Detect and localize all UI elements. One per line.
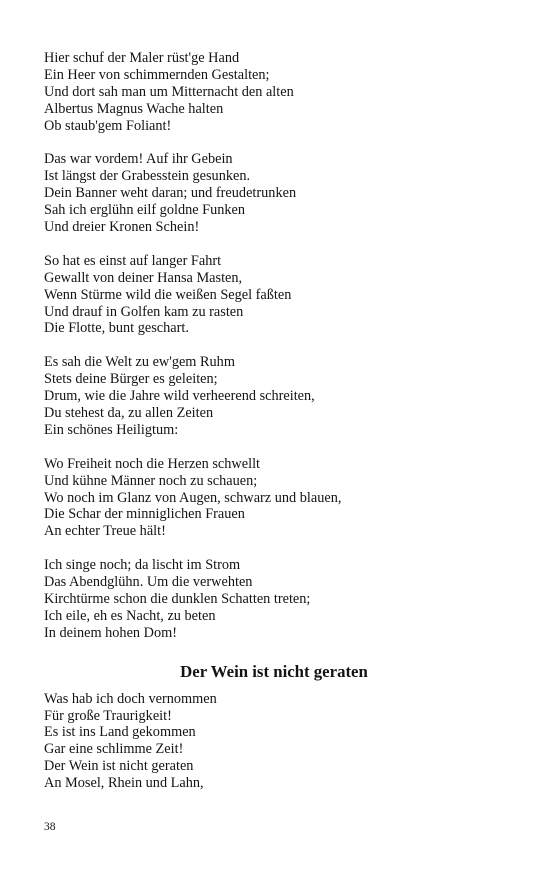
verse-line: An Mosel, Rhein und Lahn, (44, 775, 204, 792)
verse-line: Du stehest da, zu allen Zeiten (44, 404, 214, 421)
verse-line: Und drauf in Golfen kam zu rasten (44, 303, 244, 320)
verse-line: Ist längst der Grabesstein gesunken. (44, 168, 251, 185)
verse-line: Und dort sah man um Mitternacht den alten (44, 83, 294, 100)
poem-title: Der Wein ist nicht geraten (180, 661, 368, 681)
verse-line: An echter Treue hält! (44, 523, 166, 540)
verse-line: Die Schar der minniglichen Frauen (44, 506, 245, 523)
stanza (44, 354, 514, 439)
stanza (44, 253, 514, 338)
verse-line: So hat es einst auf langer Fahrt (44, 252, 222, 269)
verse-line: Ich eile, eh es Nacht, zu beten (44, 607, 216, 624)
verse-line: Ich singe noch; da lischt im Strom (44, 557, 241, 574)
verse-line: Sah ich erglühn eilf goldne Funken (44, 202, 246, 219)
verse-line: Ein schönes Heiligtum: (44, 421, 179, 438)
verse-line: Gar eine schlimme Zeit! (44, 741, 184, 758)
poem-body (44, 691, 514, 792)
verse-line: In deinem hohen Dom! (44, 624, 178, 641)
verse-line: Stets deine Bürger es geleiten; (44, 371, 218, 388)
stanza (44, 557, 514, 642)
stanza (44, 456, 514, 541)
verse-line: Wo noch im Glanz von Augen, schwarz und blauen, (44, 489, 342, 506)
verse-line: Wo Freiheit noch die Herzen schwellt (44, 455, 261, 472)
verse-line: Das Abendglühn. Um die verwehten (44, 574, 253, 591)
verse-line: Ob staub'gem Foliant! (44, 117, 172, 134)
verse-line: Dein Banner weht daran; und freudetrunken (44, 185, 297, 202)
verse-line: Der Wein ist nicht geraten (44, 758, 194, 775)
verse-line: Ein Heer von schimmernden Gestalten; (44, 66, 270, 83)
verse-line: Das war vordem! Auf ihr Gebein (44, 151, 233, 168)
verse-line: Für große Traurigkeit! (44, 707, 172, 724)
verse-line: Wenn Stürme wild die weißen Segel faßten (44, 286, 292, 303)
stanza (44, 50, 514, 135)
verse-line: Gewallt von deiner Hansa Masten, (44, 269, 243, 286)
stanza (44, 691, 514, 792)
verse-line: Drum, wie die Jahre wild verheerend schreiten, (44, 388, 315, 405)
verse-line: Es sah die Welt zu ew'gem Ruhm (44, 354, 235, 371)
verse-line: Es ist ins Land gekommen (44, 724, 196, 741)
verse-line: Und kühne Männer noch zu schauen; (44, 472, 258, 489)
verse-line: Kirchtürme schon die dunklen Schatten treten; (44, 590, 311, 607)
page-number: 38 (44, 821, 56, 833)
poem-continuation (44, 50, 514, 642)
verse-line: Hier schuf der Maler rüst'ge Hand (44, 50, 240, 66)
book-page (44, 50, 514, 809)
verse-line: Und dreier Kronen Schein! (44, 219, 200, 236)
verse-line: Albertus Magnus Wache halten (44, 100, 224, 117)
stanza (44, 151, 514, 236)
verse-line: Die Flotte, bunt geschart. (44, 320, 189, 337)
verse-line: Was hab ich doch vernommen (44, 690, 217, 707)
